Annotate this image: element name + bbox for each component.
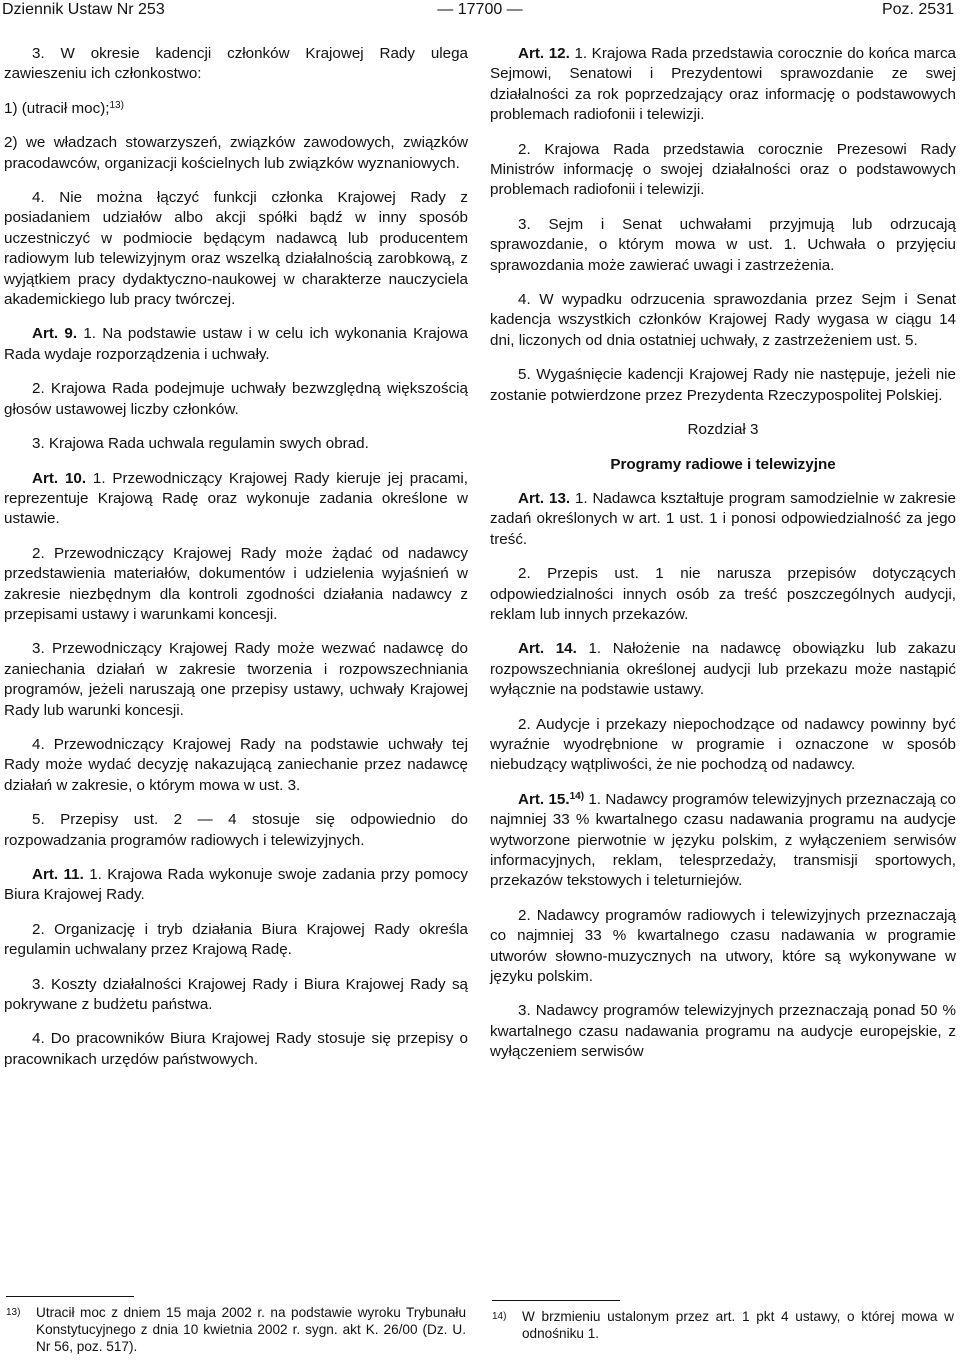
article-10 <box>4 469 468 530</box>
left-column <box>4 44 468 1084</box>
footnote-text: W brzmieniu ustalonym przez art. 1 pkt 4 ustawy, o której mowa w odnośniku 1. <box>522 1309 954 1341</box>
article-label: Art. 15. <box>518 790 570 808</box>
chapter-title: Programy radiowe i telewizyjne <box>610 455 836 473</box>
footnote-13 <box>6 1304 468 1355</box>
paragraph: 2. Przewodniczący Krajowej Rady może żądać od nadawcy przedstawienia materiałów, dokumentów i udzielenia wyjaśnień w zakresie niezbędnym dla kontroli zgodności działania nadawcy z przepisami ustawy i warunkami koncesji. <box>4 544 468 623</box>
article-label: Art. 13. <box>518 489 571 507</box>
article-label: Art. 11. <box>32 866 84 883</box>
article-12 <box>490 44 956 126</box>
paragraph: 4. Nie można łączyć funkcji członka Krajowej Rady z posiadaniem udziałów albo akcji spółki bądź w inny sposób uczestniczyć w podmiocie będącym nadawcą lub producentem radiowym lub telewizyjnym oraz wszelką działalnością zarobkową, z wyjątkiem pracy dydaktyczno-naukowej w charakterze nauczyciela akademickiego lub pracy twórczej. <box>4 189 468 309</box>
paragraph: 4. Do pracowników Biura Krajowej Rady stosuje się przepisy o pracownikach urzędów państwowych. <box>4 1030 468 1068</box>
paragraph: 2. Przepis ust. 1 nie narusza przepisów dotyczących odpowiedzialności innych osób za treść poszczególnych audycji, reklam lub innych przekazów. <box>490 565 956 623</box>
paragraph: 3. Krajowa Rada uchwala regulamin swych obrad. <box>32 435 369 453</box>
footnote-text: Utracił moc z dniem 15 maja 2002 r. na podstawie wyroku Trybunału Konstytucyjnego z dnia 10 kwietnia 2002 r. sygn. akt K. 26/00 (Dz. U. Nr 56, poz. 517). <box>36 1305 466 1354</box>
paragraph: 4. W wypadku odrzucenia sprawozdania przez Sejm i Senat kadencja wszystkich członków Krajowej Rady wygasa w ciągu 14 dni, liczonych od dnia ostatniej uchwały, z zastrzeżeniem ust. 5. <box>490 291 956 349</box>
footnote-divider <box>492 1300 620 1301</box>
article-9 <box>4 324 468 365</box>
list-item-text: 1) (utracił moc); <box>4 99 110 117</box>
article-text: 1. Krajowa Rada wykonuje swoje zadania przy pomocy Biura Krajowej Rady. <box>4 866 468 904</box>
paragraph: 3. Przewodniczący Krajowej Rady może wezwać nadawcę do zaniechania działań w zakresie tworzenia i rozpowszechniania programów, jeżeli naruszają one przepisy ustawy, uchwały Krajowej Rady lub warunki koncesji. <box>4 640 468 719</box>
right-column <box>490 44 956 1077</box>
position-number: Poz. 2531 <box>881 1 954 18</box>
paragraph: 2. Organizację i tryb działania Biura Krajowej Rady określa regulamin uchwalany przez Krajową Radę. <box>4 920 468 959</box>
article-label: Art. 9. <box>32 325 78 343</box>
footnote-ref: 13) <box>109 99 124 111</box>
article-11 <box>4 865 468 906</box>
article-text: 1. Przewodniczący Krajowej Rady kieruje jej pracami, reprezentuje Krajową Radę oraz wykonuje zadania określone w ustawie. <box>4 469 468 528</box>
footnote-divider <box>6 1296 134 1297</box>
paragraph: 3. Koszty działalności Krajowej Rady i Biura Krajowej Rady są pokrywane z budżetu państwa. <box>4 975 468 1014</box>
list-item: 2) we władzach stowarzyszeń, związków zawodowych, związków pracodawców, organizacji kościelnych lub związków wyznaniowych. <box>4 134 468 172</box>
paragraph: 3. Sejm i Senat uchwałami przyjmują lub odrzucają sprawozdanie, o którym mowa w ust. 1. Uchwała o przyjęciu sprawozdania może zawierać uwagi i zastrzeżenia. <box>490 215 956 274</box>
paragraph: 3. W okresie kadencji członków Krajowej Rady ulega zawieszeniu ich członkostwo: <box>4 45 468 83</box>
article-text: 1. Nadawcy programów telewizyjnych przeznaczają co najmniej 33 % kwartalnego czasu nadawania programu na audycje wytworzone pierwotnie w języku polskim, z wyłączeniem serwisów informacyjnych, reklam, telesprzedaży, transmisji sportowych, przekazów tekstowych i teleturniejów. <box>490 790 956 890</box>
article-label: Art. 10. <box>32 469 87 487</box>
footnote-number: 14) <box>492 1311 507 1322</box>
article-13 <box>490 489 956 550</box>
paragraph: 2. Krajowa Rada przedstawia corocznie Prezesowi Rady Ministrów informację o swojej działalności oraz o podstawowych problemach radiofonii i telewizji. <box>490 140 956 199</box>
footnote-number: 13) <box>6 1307 21 1318</box>
article-text: 1. Krajowa Rada przedstawia corocznie do końca marca Sejmowi, Senatowi i Prezydentowi sprawozdanie ze swej działalności za rok poprzedzający oraz informację o podstawowych problemach radiofonii i telewizji. <box>490 45 956 124</box>
paragraph: 2. Nadawcy programów radiowych i telewizyjnych przeznaczają co najmniej 33 % kwartalnego czasu nadawania w programie utworów słowno-muzycznych na utwory, które są wykonywane w języku polskim. <box>490 906 956 986</box>
footnote-14 <box>492 1308 956 1342</box>
article-text: 1. Nadawca kształtuje program samodzielnie w zakresie zadań określonych w art. 1 ust. 1 i ponosi odpowiedzialność za jego treść. <box>490 489 956 548</box>
article-text: 1. Nałożenie na nadawcę obowiązku lub zakazu rozpowszechniania określonej audycji lub przekazu może nastąpić wyłącznie na podstawie ustawy. <box>490 640 956 699</box>
article-15 <box>490 790 956 892</box>
paragraph: 5. Wygaśnięcie kadencji Krajowej Rady nie następuje, jeżeli nie zostanie potwierdzone przez Prezydenta Rzeczypospolitej Polskiej. <box>490 366 956 404</box>
page-header <box>0 0 960 22</box>
paragraph: 2. Audycje i przekazy niepochodzące od nadawcy powinny być wyraźnie wyodrębnione w programie i oznaczone w sposób niebudzący wątpliwości, że nie pochodzą od nadawcy. <box>490 715 956 774</box>
footnote-ref: 14) <box>569 790 585 802</box>
paragraph: 3. Nadawcy programów telewizyjnych przeznaczają ponad 50 % kwartalnego czasu nadawania programu na audycje europejskie, z wyłączeniem serwisów <box>490 1002 956 1061</box>
article-label: Art. 14. <box>518 640 577 658</box>
article-label: Art. 12. <box>518 45 570 62</box>
paragraph: 5. Przepisy ust. 2 — 4 stosuje się odpowiednio do rozpowadzania programów radiowych i telewizyjnych. <box>4 811 468 849</box>
chapter-number: Rozdział 3 <box>687 421 759 439</box>
page-number: — 17700 — <box>437 1 523 18</box>
paragraph: 4. Przewodniczący Krajowej Rady na podstawie uchwały tej Rady może wydać decyzję nakazującą zaniechanie przez nadawcę działań w zakresie, o którym mowa w ust. 3. <box>4 735 468 794</box>
article-14 <box>490 639 956 700</box>
list-item <box>4 99 468 119</box>
article-text: 1. Na podstawie ustaw i w celu ich wykonania Krajowa Rada wydaje rozporządzenia i uchwały. <box>4 325 468 363</box>
paragraph: 2. Krajowa Rada podejmuje uchwały bezwzględną większością głosów ustawowej liczby członków. <box>4 380 468 418</box>
journal-title: Dziennik Ustaw Nr 253 <box>2 1 165 18</box>
